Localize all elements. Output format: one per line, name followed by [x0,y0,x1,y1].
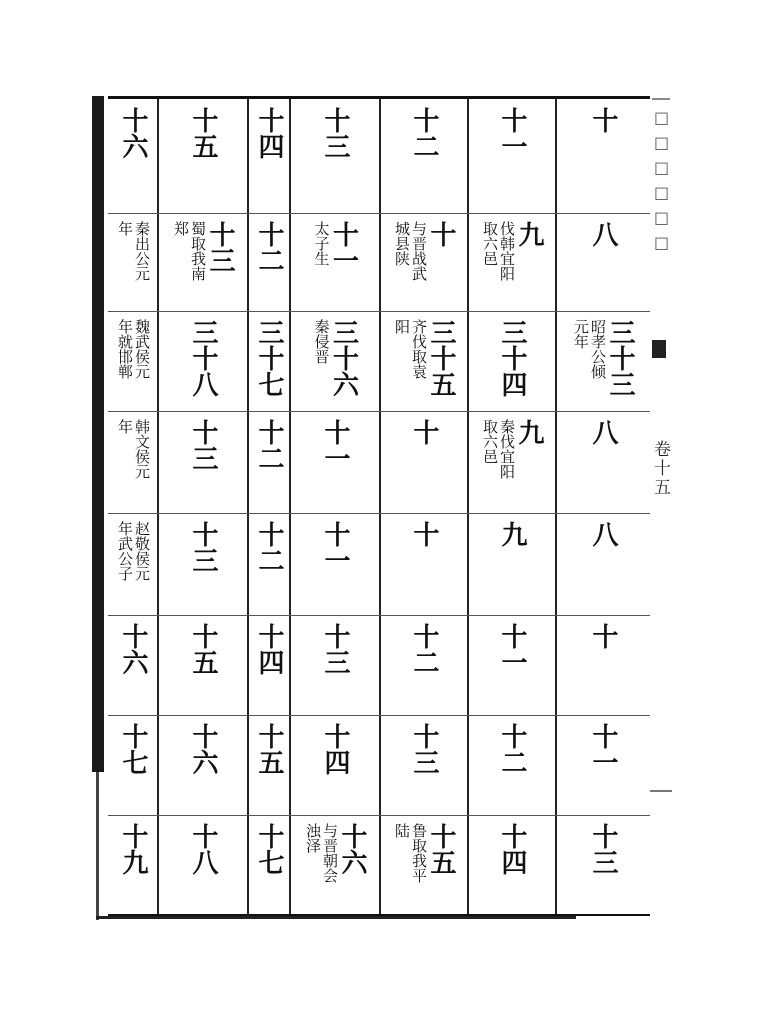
table-cell [290,715,380,815]
year-number: 十一 [588,723,618,775]
table-cell [158,615,248,715]
year-number: 十三 [320,107,350,159]
binding-edge-lower [96,772,99,920]
table-cell [556,513,650,615]
table-cell [468,213,556,311]
event-note: 与晋朝会 [321,823,339,883]
year-number: 十五 [254,723,284,775]
year-number: 十 [409,521,439,547]
table-cell [248,311,290,411]
volume-label: 卷十五 [650,440,670,497]
year-number: 十三 [205,221,235,273]
year-number: 十 [588,623,618,649]
table-cell [158,411,248,513]
event-note: 秦侵晋 [312,319,331,364]
table-cell [108,815,158,919]
table-cell [468,715,556,815]
table-cell [468,615,556,715]
table-cell [468,99,556,213]
table-cell [248,213,290,311]
event-note: 鲁取我平 [410,823,428,883]
event-note: 浊泽 [304,823,322,853]
table-cell [556,815,650,919]
event-note: 韩文侯元 [133,419,151,479]
table-cell [380,411,468,513]
year-number: 八 [588,221,618,247]
table-cell [380,815,468,919]
table-cell [380,513,468,615]
table-cell [108,311,158,411]
year-number: 八 [588,419,618,445]
event-note: 元年 [572,319,590,349]
year-number: 十三 [188,419,218,471]
table-cell [468,411,556,513]
event-note: 昭孝公倾 [589,319,607,379]
year-number: 十二 [409,623,439,675]
table-cell [556,99,650,213]
event-note: 齐伐取袁 [410,319,428,379]
table-cell [158,311,248,411]
table-cell [380,715,468,815]
event-note: 陆 [393,823,411,838]
year-number: 十一 [320,419,350,471]
year-number: 十一 [328,221,359,273]
event-note: 伐韩宜阳 [498,221,516,281]
year-number: 十 [426,221,456,247]
year-number: 三十五 [426,319,456,397]
year-number: 十四 [320,723,350,775]
table-cell [290,411,380,513]
event-note: 年武公子 [116,521,134,581]
year-number: 九 [514,419,544,445]
year-number: 十六 [188,723,218,775]
event-note: 赵敬侯元 [133,521,151,581]
table-cell [290,815,380,919]
year-number: 十七 [254,823,284,875]
table-cell [108,513,158,615]
year-number: 十二 [254,521,284,573]
year-number: 八 [588,521,618,547]
table-cell [158,513,248,615]
table-cell [556,715,650,815]
year-number: 十 [409,419,439,445]
event-note: 年就邯郸 [116,319,134,379]
year-number: 十一 [497,623,527,675]
table-cell [248,99,290,213]
table-cell [380,311,468,411]
event-note: 太子生 [312,221,331,266]
event-note: 年 [116,419,134,434]
year-number: 十四 [254,107,284,159]
event-note: 郑 [172,221,190,236]
year-number: 三十八 [188,319,218,397]
table-cell [158,815,248,919]
table-cell [108,615,158,715]
year-number: 九 [497,521,527,547]
table-cell [158,213,248,311]
event-note: 阳 [393,319,411,334]
year-number: 十四 [497,823,527,875]
table-cell [468,513,556,615]
chronology-table [108,96,650,916]
event-note: 秦出公元 [133,221,151,281]
table-cell [290,213,380,311]
table-cell [158,99,248,213]
table-cell [248,615,290,715]
margin-rule-lower [650,790,672,792]
year-number: 十一 [320,521,350,573]
margin-mark [652,340,666,358]
table-cell [468,311,556,411]
year-number: 十八 [188,823,218,875]
year-number: 三十七 [254,319,284,397]
year-number: 十 [588,107,618,133]
year-number: 十一 [497,107,527,159]
event-note: 取六邑 [481,221,499,266]
year-number: 十六 [337,823,367,875]
year-number: 十五 [188,107,218,159]
year-number: 十二 [497,723,527,775]
year-number: 十七 [118,723,148,775]
table-cell [290,615,380,715]
year-number: 三十四 [497,319,527,397]
table-cell [556,411,650,513]
table-cell [556,615,650,715]
table-cell [380,213,468,311]
year-number: 三十三 [605,319,635,397]
table-cell [556,311,650,411]
table-cell [248,815,290,919]
year-number: 十三 [588,823,618,875]
year-number: 十五 [188,623,218,675]
table-cell [380,615,468,715]
table-cell [158,715,248,815]
table-cell [248,411,290,513]
year-number: 十四 [254,623,284,675]
table-cell [556,213,650,311]
table-cell [468,815,556,919]
table-cell [380,99,468,213]
year-number: 十三 [409,723,439,775]
margin-rule-top [652,98,670,100]
table-cell [290,311,380,411]
table-cell [108,213,158,311]
year-number: 九 [514,221,544,247]
table-cell [108,411,158,513]
year-number: 十二 [254,221,284,273]
year-number: 十三 [188,521,218,573]
table-cell [108,715,158,815]
margin-fragment: □□□□□□ [652,108,671,258]
year-number: 十九 [118,823,148,875]
event-note: 取六邑 [481,419,499,464]
event-note: 魏武侯元 [133,319,151,379]
table-cell [290,513,380,615]
table-cell [290,99,380,213]
year-number: 十五 [426,823,456,875]
event-note: 秦伐宜阳 [498,419,516,479]
table-cell [108,99,158,213]
year-number: 三十六 [328,319,359,397]
year-number: 十二 [254,419,284,471]
year-number: 十六 [118,107,148,159]
event-note: 与晋战武 [410,221,428,281]
binding-edge [92,96,104,772]
year-number: 十三 [320,623,350,675]
event-note: 年 [116,221,134,236]
table-cell [248,715,290,815]
table-cell [248,513,290,615]
year-number: 十六 [118,623,148,675]
year-number: 十二 [409,107,439,159]
event-note: 蜀取我南 [189,221,207,281]
event-note: 城县陕 [393,221,411,266]
